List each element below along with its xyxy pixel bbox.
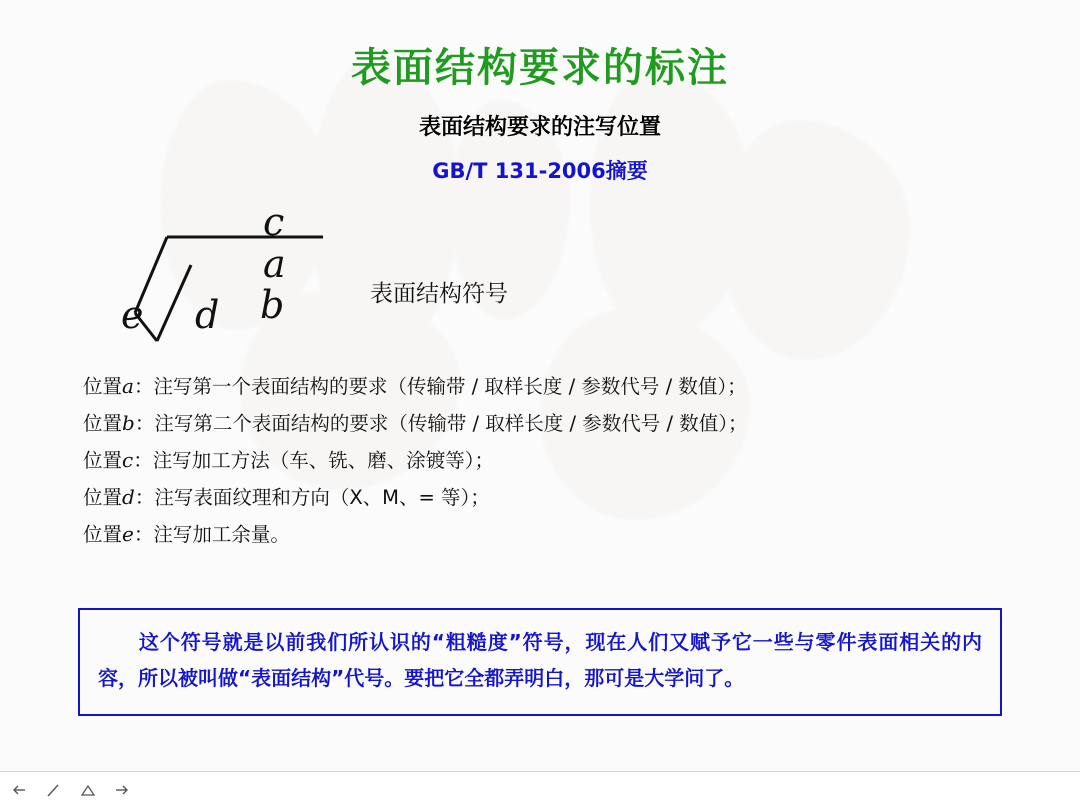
position-prefix: 位置 xyxy=(83,375,123,398)
note-line-1: 这个符号就是以前我们所认识的“粗糙度”符号，现在人们又赋予它一些与零件表 xyxy=(138,630,879,654)
toolbar-icon-group xyxy=(10,780,132,800)
position-text: ：注写第一个表面结构的要求（传输带 / 取样长度 / 参数代号 / 数值）； xyxy=(133,375,747,398)
bottom-toolbar xyxy=(0,771,1080,810)
page-title: 表面结构要求的标注 xyxy=(351,45,729,91)
standard-reference: GB/T 131-2006摘要 xyxy=(432,159,648,183)
surface-texture-symbol-diagram xyxy=(105,195,395,355)
note-paragraph xyxy=(80,610,1000,696)
position-prefix: 位置 xyxy=(83,449,123,472)
note-box xyxy=(78,608,1002,716)
symbol-letter-d: d xyxy=(195,293,220,337)
position-prefix: 位置 xyxy=(83,486,123,509)
list-item xyxy=(83,479,1003,516)
arrow-right-icon[interactable] xyxy=(112,780,132,800)
position-prefix: 位置 xyxy=(83,523,123,546)
position-text: ：注写加工余量。 xyxy=(133,523,290,546)
symbol-lines xyxy=(105,195,395,355)
symbol-letter-e: e xyxy=(121,293,144,337)
position-letter: c xyxy=(122,448,134,472)
list-item xyxy=(83,405,1003,442)
pen-icon[interactable] xyxy=(44,780,64,800)
symbol-letter-c: c xyxy=(263,200,285,244)
position-description-list xyxy=(83,368,1003,553)
list-item xyxy=(83,442,1003,479)
list-item xyxy=(83,368,1003,405)
position-letter: b xyxy=(122,411,135,435)
note-line-2: 面相关的内容，所以被叫做“表面结构”代号。要把它全都弄明白，那可是大学问了。 xyxy=(98,630,983,690)
undo-icon[interactable] xyxy=(10,780,30,800)
position-text: ：注写第二个表面结构的要求（传输带 / 取样长度 / 参数代号 / 数值）； xyxy=(134,412,748,435)
eraser-icon[interactable] xyxy=(78,780,98,800)
position-text: ：注写加工方法（车、铣、磨、涂镀等）； xyxy=(133,449,494,472)
position-letter: d xyxy=(122,485,135,509)
list-item xyxy=(83,516,1003,553)
position-letter: a xyxy=(122,374,134,398)
symbol-caption: 表面结构符号 xyxy=(370,281,508,307)
position-prefix: 位置 xyxy=(83,412,123,435)
symbol-letter-b: b xyxy=(260,283,285,327)
symbol-letter-a: a xyxy=(263,242,286,286)
position-text: ：注写表面纹理和方向（X、M、= 等）； xyxy=(134,486,490,509)
page-subtitle: 表面结构要求的注写位置 xyxy=(418,115,661,140)
background-watermark xyxy=(120,60,960,660)
position-letter: e xyxy=(122,522,134,546)
